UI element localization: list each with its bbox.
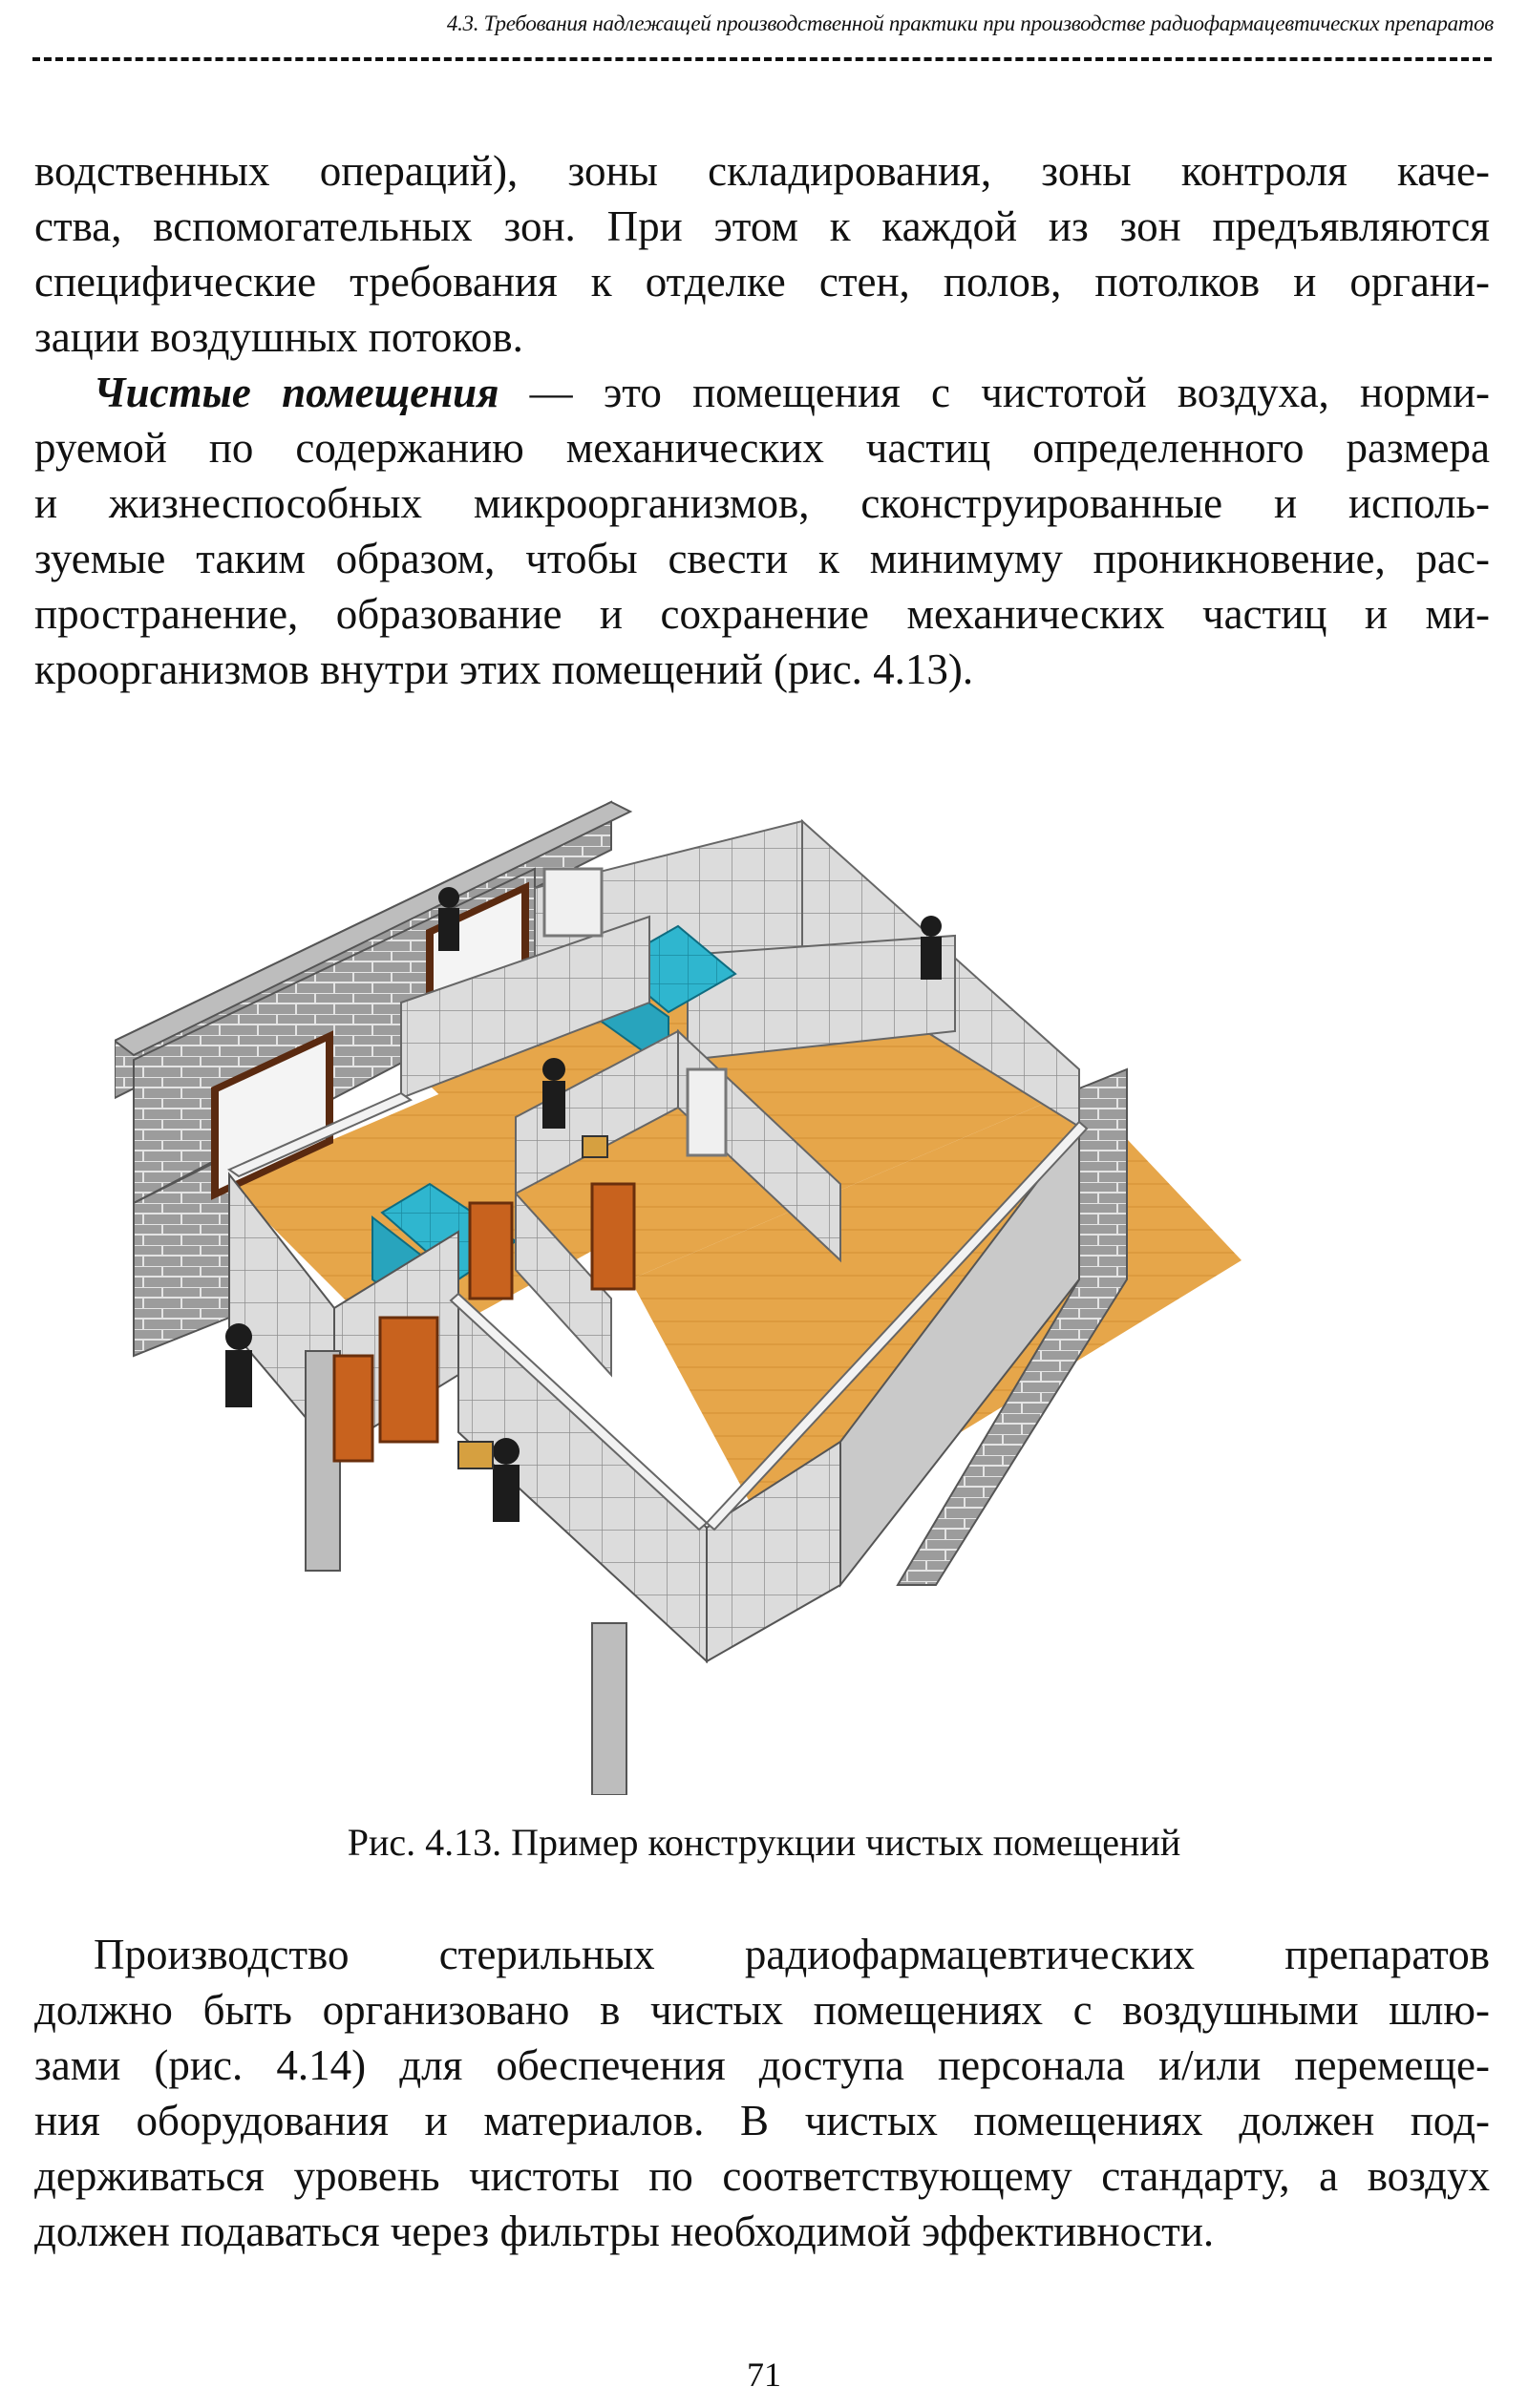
text-line: кроорганизмов внутри этих помещений (рис. 4.13). [34, 645, 974, 693]
text-line [34, 365, 1490, 420]
header-divider [32, 57, 1492, 61]
text-line: должно быть организовано в чистых помещениях с воздушными шлю- [34, 1986, 1490, 2034]
text-line: должен подаваться через фильтры необходимой эффективности. [34, 2207, 1215, 2255]
text-line: руемой по содержанию механических частиц определенного размера [34, 424, 1490, 472]
text-line: специфические требования к отделке стен, полов, потолков и органи- [34, 258, 1490, 306]
cleanroom-illustration [115, 783, 1413, 1795]
text-line: зации воздушных потоков. [34, 313, 523, 361]
running-header: 4.3. Требования надлежащей производственной практики при производстве радиофармацевтических препаратов [446, 11, 1494, 35]
text-line: держиваться уровень чистоты по соответствующему стандарту, а воздух [34, 2152, 1490, 2200]
defined-term: Чистые помещения [94, 369, 499, 416]
door-icon [592, 1184, 634, 1289]
text-line: Производство стерильных радиофармацевтических препаратов [94, 1931, 1490, 1978]
text-line: и жизнеспособных микроорганизмов, сконструированные и исполь- [34, 479, 1490, 527]
page-number: 71 [747, 2355, 781, 2394]
figure-caption: Рис. 4.13. Пример конструкции чистых помещений [347, 1821, 1181, 1864]
text-fragment: — это помещения с чистотой воздуха, норми- [499, 369, 1491, 416]
paragraph-1 [34, 143, 1490, 365]
column [592, 1623, 626, 1795]
door-icon [380, 1318, 437, 1442]
text-line: пространение, образование и сохранение механических частиц и ми- [34, 590, 1490, 638]
paragraph-3 [34, 1927, 1490, 2259]
text-line: ния оборудования и материалов. В чистых помещениях должен под- [34, 2097, 1490, 2144]
text-line: зуемые таким образом, чтобы свести к минимуму проникновение, рас- [34, 535, 1490, 582]
text-line: зами (рис. 4.14) для обеспечения доступа персонала и/или перемеще- [34, 2041, 1490, 2089]
text-line: ства, вспомогательных зон. При этом к каждой из зон предъявляются [34, 202, 1490, 250]
text-line: водственных операций), зоны складирования, зоны контроля каче- [34, 147, 1490, 195]
paragraph-2 [34, 365, 1490, 697]
door-icon [470, 1203, 512, 1299]
door-icon [334, 1356, 372, 1461]
